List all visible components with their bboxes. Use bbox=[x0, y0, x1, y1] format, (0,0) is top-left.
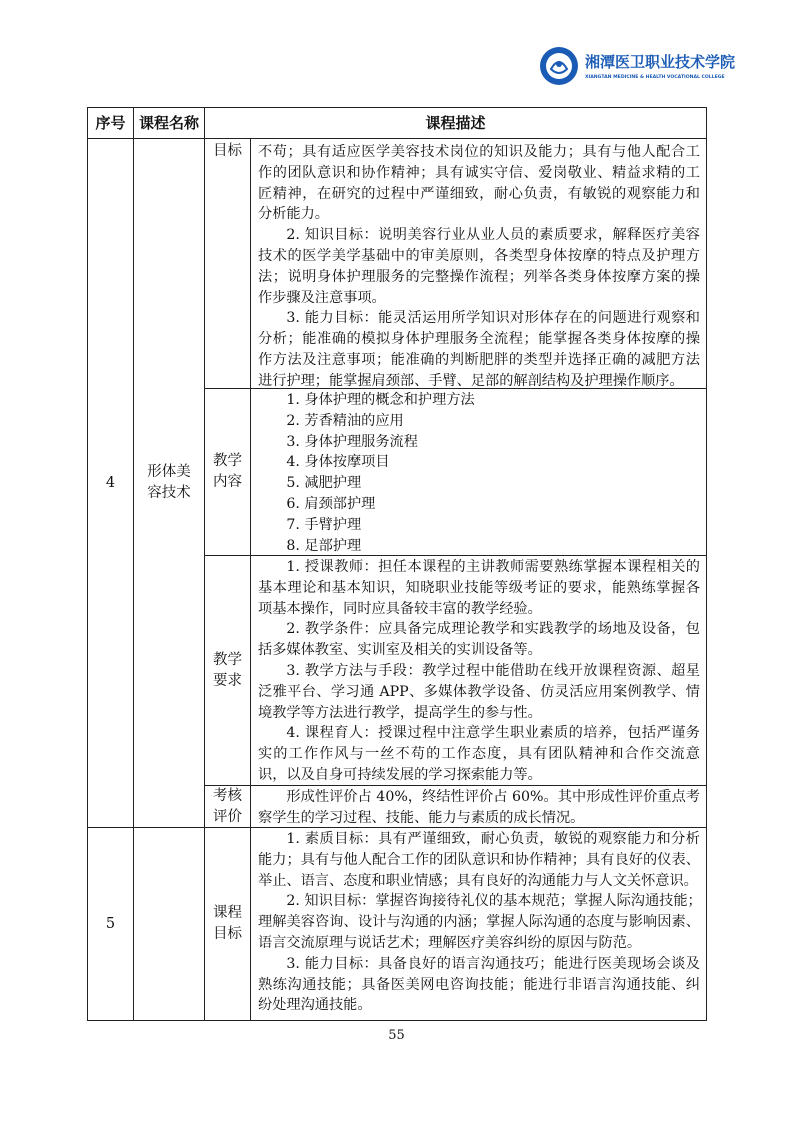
content-list-item: 8. 足部护理 bbox=[286, 537, 362, 554]
section-label-text: 教学要求 bbox=[213, 651, 242, 689]
paragraph-line: 3. 教学方法与手段：教学过程中能借助在线开放课程资源、超星 bbox=[286, 662, 700, 679]
paragraph-line: 项基本操作，同时应具备较丰富的教学经验。 bbox=[258, 600, 542, 617]
section-content bbox=[250, 138, 707, 389]
paragraph-line: 进行护理；能掌握肩颈部、手臂、足部的解剖结构及护理操作顺序。 bbox=[258, 372, 684, 389]
paragraph-line: 纷处理沟通技能。 bbox=[258, 997, 372, 1014]
section-label-text: 教学内容 bbox=[213, 453, 242, 490]
college-logo bbox=[539, 45, 736, 91]
header-label: 课程描述 bbox=[425, 113, 486, 132]
paragraph-line: 作方法及注意事项；能准确的判断肥胖的类型并选择正确的减肥方法 bbox=[258, 351, 700, 368]
paragraph-line: 2. 知识目标：说明美容行业从业人员的素质要求，解释医疗美容 bbox=[286, 227, 700, 244]
row-number: 4 bbox=[105, 474, 116, 491]
paragraph-line: 理解美容咨询、设计与沟通的内涵；掌握人际沟通的态度与影响因素、 bbox=[258, 914, 700, 931]
paragraph-line: 基本理论和基本知识，知晓职业技能等级考证的要求，能熟练掌握各 bbox=[258, 579, 700, 596]
page-number: 55 bbox=[388, 1028, 405, 1043]
content-list-item: 6. 肩颈部护理 bbox=[286, 495, 376, 512]
paragraph-line: 作的团队意识和协作精神；具有诚实守信、爱岗敬业、精益求精的工 bbox=[258, 164, 700, 181]
section-content bbox=[250, 785, 707, 828]
paragraph-line: 识，以及自身可持续发展的学习探索能力等。 bbox=[258, 766, 542, 783]
paragraph-line: 技术的医学美学基础中的审美原则，各类型身体按摩的特点及护理方 bbox=[258, 247, 700, 264]
course-name: 形体美容技术 bbox=[147, 464, 191, 501]
paragraph-line: 匠精神，在研究的过程中严谨细致，耐心负责，有敏锐的观察能力和 bbox=[258, 185, 700, 202]
paragraph-line: 不苟；具有适应医学美容技术岗位的知识及能力；具有与他人配合工 bbox=[258, 144, 700, 160]
section-content bbox=[250, 555, 707, 786]
row-course-name bbox=[133, 827, 205, 1021]
paragraph-line: 1. 授课教师：担任本课程的主讲教师需要熟练掌握本课程相关的 bbox=[286, 559, 700, 575]
section-label bbox=[204, 555, 251, 786]
paragraph-line: 4. 课程育人：授课过程中注意学生职业素质的培养，包括严谨务 bbox=[286, 725, 700, 742]
paragraph-line: 泛雅平台、学习通 APP、多媒体教学设备、仿灵活应用案例教学、情 bbox=[258, 683, 700, 700]
section-label bbox=[204, 388, 251, 556]
header-index bbox=[87, 107, 134, 139]
paragraph-line: 能力；具有与他人配合工作的团队意识和协作精神；具有良好的仪表、 bbox=[258, 851, 700, 868]
content-list-item: 1. 身体护理的概念和护理方法 bbox=[286, 392, 475, 408]
paragraph-line: 法；说明身体护理服务的完整操作流程；列举各类身体按摩方案的操 bbox=[258, 268, 700, 285]
svg-text:湘潭医卫职业技术学院: 湘潭医卫职业技术学院 bbox=[585, 53, 736, 71]
section-label-text: 课程目标 bbox=[213, 905, 242, 942]
paragraph-line: 形成性评价占 40%，终结性评价占 60%。其中形成性评价重点考 bbox=[286, 789, 700, 805]
content-list-item: 4. 身体按摩项目 bbox=[286, 454, 390, 471]
section-content bbox=[250, 388, 707, 556]
paragraph-line: 分析；能准确的模拟身体护理服务全流程；能掌握各类身体按摩的操 bbox=[258, 331, 700, 348]
content-list-item: 2. 芳香精油的应用 bbox=[286, 412, 404, 429]
section-label-text: 考核评价 bbox=[213, 787, 242, 825]
paragraph-line: 察学生的学习过程、技能、能力与素质的成长情况。 bbox=[258, 809, 585, 826]
paragraph-line: 熟练沟通技能；具备医美网电咨询技能；能进行非语言沟通技能、纠 bbox=[258, 976, 700, 993]
header-description bbox=[204, 107, 707, 139]
section-content bbox=[250, 827, 707, 1021]
paragraph-line: 3. 能力目标：能灵活运用所学知识对形体存在的问题进行观察和 bbox=[286, 310, 700, 327]
paragraph-line: 举止、语言、态度和职业情感；具有良好的沟通能力与人文关怀意识。 bbox=[258, 872, 698, 889]
row-index bbox=[87, 827, 134, 1021]
paragraph-line: 分析能力。 bbox=[258, 206, 329, 223]
header-label: 课程名称 bbox=[138, 113, 199, 132]
paragraph-line: 1. 素质目标：具有严谨细致，耐心负责，敏锐的观察能力和分析 bbox=[286, 831, 700, 847]
paragraph-line: 2. 知识目标：掌握咨询接待礼仪的基本规范；掌握人际沟通技能； bbox=[286, 893, 702, 910]
paragraph-line: 语言交流原理与说话艺术；理解医疗美容纠纷的原因与防范。 bbox=[258, 934, 642, 951]
section-label bbox=[204, 785, 251, 828]
paragraph-line: 境教学等方法进行教学，提高学生的参与性。 bbox=[258, 704, 542, 721]
section-label bbox=[204, 827, 251, 1021]
content-list-item: 3. 身体护理服务流程 bbox=[286, 433, 418, 450]
header-course-name bbox=[133, 107, 205, 139]
row-course-name bbox=[133, 138, 205, 828]
row-index bbox=[87, 138, 134, 828]
paragraph-line: 括多媒体教室、实训室及相关的实训设备等。 bbox=[258, 642, 542, 659]
paragraph-line: 2. 教学条件：应具备完成理论教学和实践教学的场地及设备，包 bbox=[286, 621, 700, 638]
paragraph-line: 3. 能力目标：具备良好的语言沟通技巧；能进行医美现场会谈及 bbox=[286, 955, 700, 972]
row-number: 5 bbox=[105, 915, 116, 932]
section-label-text: 目标 bbox=[213, 143, 242, 159]
paragraph-line: 实的工作作风与一丝不苟的工作态度，具有团队精神和合作交流意 bbox=[258, 746, 700, 763]
svg-text:XIANGTAN MEDICINE & HEALTH VOC: XIANGTAN MEDICINE & HEALTH VOCATIONAL COLLEGE bbox=[585, 75, 725, 80]
header-label: 序号 bbox=[95, 113, 126, 132]
content-list-item: 5. 减肥护理 bbox=[286, 475, 362, 492]
paragraph-line: 作步骤及注意事项。 bbox=[258, 289, 386, 306]
section-label bbox=[204, 138, 251, 389]
content-list-item: 7. 手臂护理 bbox=[286, 516, 362, 533]
